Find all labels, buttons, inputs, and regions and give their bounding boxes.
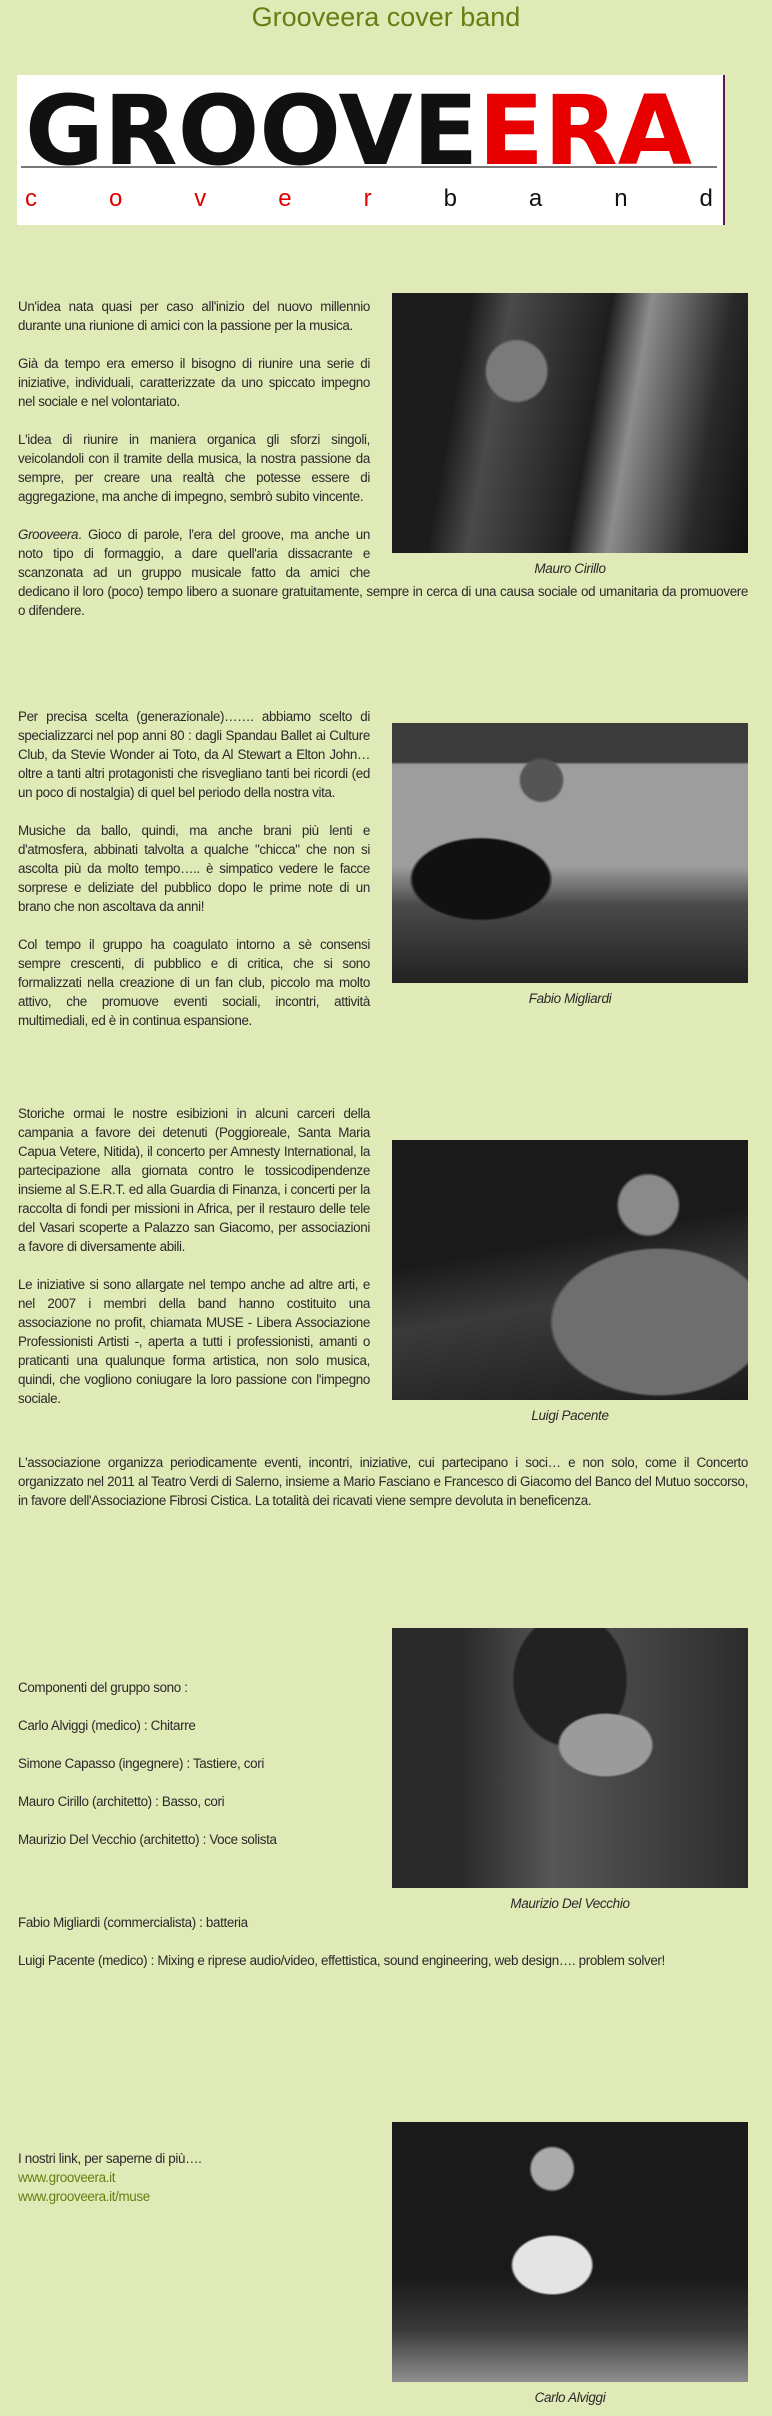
paragraph: Un'idea nata quasi per caso all'inizio del nuovo millennio durante una riunione di amici con la passione per la musica. (18, 299, 370, 333)
paragraph: Per precisa scelta (generazionale)……. abbiamo scelto di specializzarci nel pop anni 80 : dagli Spandau Ballet ai Culture Club, da Stevie Wonder ai Toto, da Al Stewart a Elton John… oltre a tanti altri protagonisti che risvegliano tanti bei ricordi (ed un poco di nostalgia) di quel bel periodo della nostra vita. (18, 709, 370, 800)
logo-letter: e (278, 185, 292, 212)
logo-letter: a (528, 185, 543, 212)
photo-figure (392, 1140, 748, 1425)
photo-maurizio-del-vecchio (392, 1628, 748, 1888)
member-item: Fabio Migliardi (commercialista) : batteria (18, 1915, 248, 1930)
member-item: Simone Capasso (ingegnere) : Tastiere, cori (18, 1756, 264, 1771)
paragraph: Musiche da ballo, quindi, ma anche brani più lenti e d'atmosfera, abbinati talvolta a qualche "chicca" che non si ascolta più da molto tempo….. è simpatico vedere le facce sorprese e deliziate del pubblico dopo le prime note di un brano che non ascoltava da anni! (18, 823, 370, 914)
logo-subtitle (25, 185, 713, 213)
paragraph-text: . Gioco di parole, l'era del groove, ma anche un noto tipo di formaggio, a dare quell'aria dissacrante e scanzonata ad un gruppo musicale fatto da amici che dedicano il loro (poco) tempo libero a suonare gratuitamente, sempre in cerca di una causa sociale od umanitaria da promuovere o difendere. (18, 527, 748, 618)
logo-letter: n (614, 185, 628, 212)
logo-letter: c (25, 185, 37, 212)
logo-letter: b (443, 185, 457, 212)
photo-luigi-pacente (392, 1140, 748, 1400)
page-title: Grooveera cover band (251, 2, 521, 32)
section-intro (18, 297, 748, 639)
links-intro: I nostri link, per saperne di più…. (18, 2151, 202, 2166)
photo-caption: Luigi Pacente (531, 1408, 609, 1423)
photo-caption: Fabio Migliardi (528, 991, 612, 1006)
link-grooveera[interactable]: www.grooveera.it (18, 2170, 116, 2185)
logo-letter: d (699, 185, 713, 212)
member-item: Luigi Pacente (medico) : Mixing e riprese audio/video, effettistica, sound engineering, web design…. problem solver! (18, 1953, 665, 1968)
paragraph: Le iniziative si sono allargate nel tempo anche ad altre arti, e nel 2007 i membri della band hanno costituito una associazione no profit, chiamata MUSE - Libera Associazione Professionisti Artisti -, aperta a tutti i professionisti, amanti o praticanti una qualunque forma artistica, non solo musica, quindi, che vogliono coniugare la loro passione con l'impegno sociale. (18, 1277, 370, 1406)
section-activities (18, 1104, 748, 1529)
photo-caption: Mauro Cirillo (534, 561, 606, 576)
paragraph: Col tempo il gruppo ha coagulato intorno a sè consensi sempre crescenti, di pubblico e di critica, che si sono formalizzati nella creazione di un fan club, piccolo ma molto attivo, che promuove eventi sociali, incontri, attività multimediali, ed è in continua espansione. (18, 937, 370, 1028)
photo-fabio-migliardi (392, 723, 748, 983)
logo-black-text: GROOVE (25, 75, 479, 187)
paragraph: Storiche ormai le nostre esibizioni in alcuni carceri della campania a favore dei detenuti (Poggioreale, Santa Maria Capua Vetere, Nitida), il concerto per Amnesty International, la partecipazione alla giornata contro le tossicodipendenze insieme al S.E.R.T. ed alla Guardia di Finanza, i concerti per la raccolta di fondi per missioni in Africa, per il restauro delle tele del Vasari scoperte a Palazzo san Giacomo, per associazioni a favore di diversamente abili. (18, 1106, 370, 1254)
logo-divider (21, 166, 717, 168)
photo-caption: Maurizio Del Vecchio (510, 1896, 630, 1911)
paragraph: Già da tempo era emerso il bisogno di riunire una serie di iniziative, individuali, caratterizzate da uno spiccato impegno nel sociale e nel volontariato. (18, 356, 370, 409)
paragraph: L'idea di riunire in maniera organica gli sforzi singoli, veicolandoli con il tramite della musica, la nostra passione da sempre, per creare una realtà che potesse essere di aggregazione, ma anche di impegno, sembrò subito vincente. (18, 432, 370, 504)
logo-letter: v (194, 185, 207, 212)
photo-figure (392, 293, 748, 578)
photo-carlo-alviggi (392, 2122, 748, 2382)
photo-figure (392, 723, 748, 1008)
member-item: Carlo Alviggi (medico) : Chitarre (18, 1718, 196, 1733)
member-item: Mauro Cirillo (architetto) : Basso, cori (18, 1794, 225, 1809)
member-item: Maurizio Del Vecchio (architetto) : Voce solista (18, 1832, 277, 1847)
band-logo (17, 75, 725, 225)
band-name-italic: Grooveera (18, 527, 79, 542)
section-members (18, 1628, 748, 1989)
photo-mauro-cirillo (392, 293, 748, 553)
section-repertoire (18, 707, 748, 1049)
paragraph: L'associazione organizza periodicamente eventi, incontri, iniziative, cui partecipano i soci… e non solo, come il Concerto organizzato nel 2011 al Teatro Verdi di Salerno, insieme a Mario Fasciano e Francesco di Giacomo del Banco del Mutuo soccorso, in favore dell'Associazione Fibrosi Cistica. La totalità dei ricavati viene sempre devoluta in beneficenza. (18, 1455, 748, 1508)
logo-wordmark (25, 75, 693, 187)
logo-letter: r (363, 185, 372, 212)
photo-figure (392, 2122, 748, 2407)
logo-letter: o (108, 185, 123, 212)
photo-figure (392, 1628, 748, 1913)
photo-caption: Carlo Alviggi (534, 2390, 606, 2405)
link-muse[interactable]: www.grooveera.it/muse (18, 2189, 150, 2204)
section-links (18, 2122, 748, 2407)
members-intro: Componenti del gruppo sono : (18, 1680, 188, 1695)
logo-red-text: ERA (478, 75, 693, 187)
